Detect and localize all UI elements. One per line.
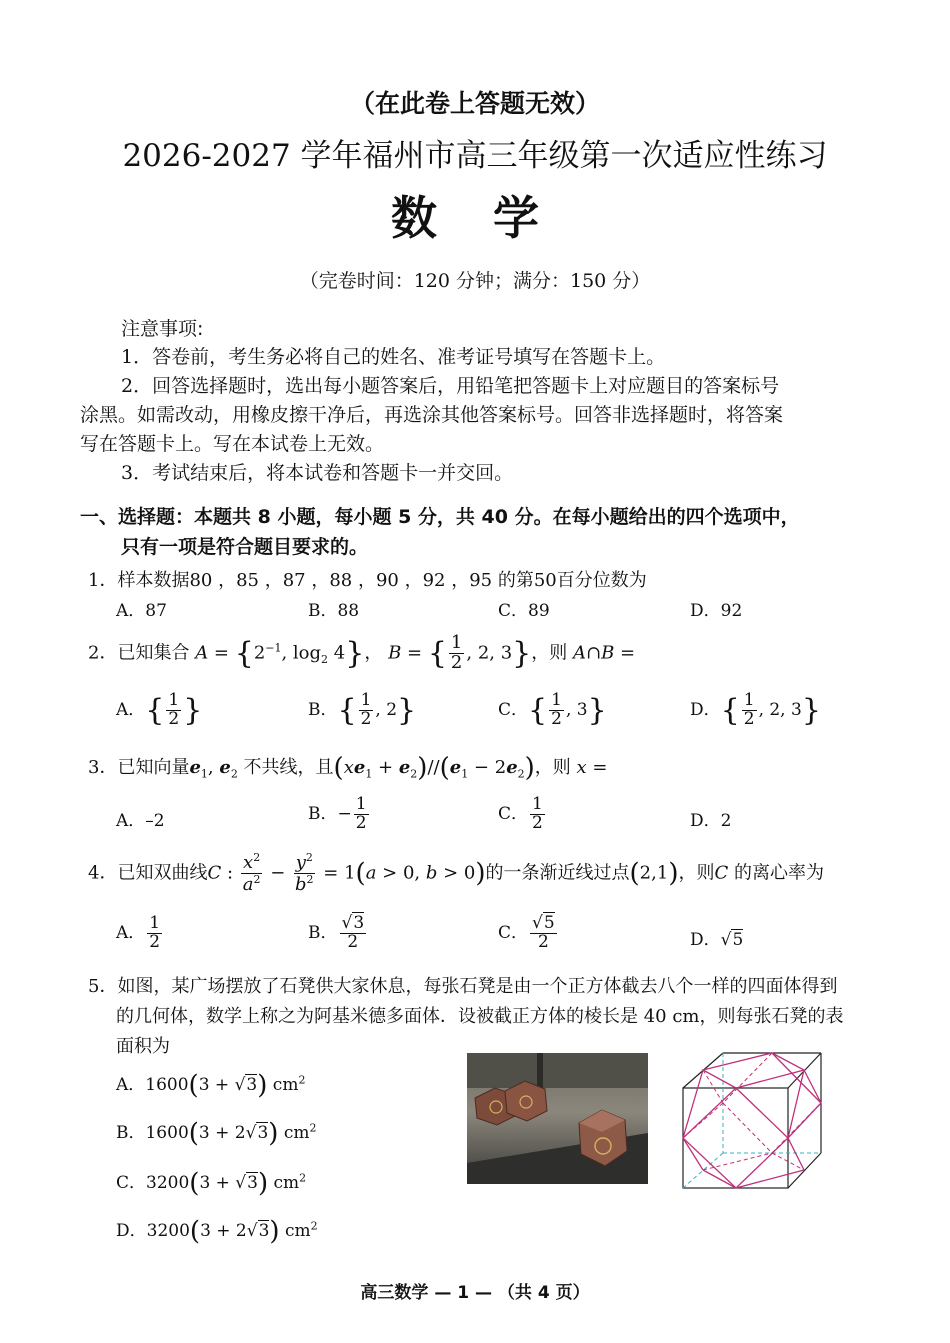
q5-option-c: C．3200(3 + √3) $cm^2$ (116, 1168, 307, 1199)
q3-option-b: B．− $\frac{1}{2}$ (308, 794, 367, 833)
question-4-stem: 4．已知双曲线C : $\frac{x^2}{a^2}$ − $\frac{y^2}{b^2}$ = 1(a > 0, b > 0)的一条渐近线过点(2,1)，则C 的离心率为 (88, 851, 824, 895)
question-1-stem: 1．样本数据80 ，85 ，87 ，88 ，90 ，92 ，95 的第50百分位数为 (88, 570, 647, 591)
q4-option-b: B． $\frac{√3}{2}$ (308, 913, 365, 952)
q2-option-b: B．{ $\frac{1}{2}$ , 2} (308, 690, 417, 729)
q3-option-a: A．–2 (116, 811, 165, 831)
q1-option-a: A．87 (116, 601, 167, 621)
subject-title: 数 学 (390, 191, 559, 245)
q3-option-d: D．2 (690, 811, 732, 831)
notice-item-2: 2．回答选择题时，选出每小题答案后，用铅笔把答题卡上对应题目的答案标号 (121, 375, 780, 397)
q5-option-b: B．1600(3 + 2√3) $cm^2$ (116, 1118, 317, 1149)
q1-option-d: D．92 (690, 601, 743, 621)
notice-item-3: 3．考试结束后，将本试卷和答题卡一并交回。 (121, 462, 514, 484)
stone-stools-photo (467, 1053, 648, 1184)
q2-option-d: D．{ $\frac{1}{2}$ , 2, 3} (690, 690, 821, 729)
section-heading-cont: 只有一项是符合题目要求的。 (121, 536, 369, 558)
notice-item-2-cont2: 写在答题卡上。写在本试卷上无效。 (80, 433, 385, 455)
question-5-line-3: 面积为 (116, 1036, 170, 1057)
q5-option-d: D．3200(3 + 2√3) $cm^2$ (116, 1216, 318, 1247)
q5-option-a: A．1600(3 + √3) $cm^2$ (116, 1070, 306, 1101)
question-5-line-1: 5．如图，某广场摆放了石凳供大家休息，每张石凳是由一个正方体截去八个一样的四面体得到 (88, 976, 838, 997)
page-footer: 高三数学 — 1 — （共 4 页） (360, 1283, 590, 1303)
question-2-stem: 2．已知集合 $A = \{2^{-1}$, $\log_2 4$}， B = { $\frac{1}{2}$ , 2, 3}，则 A∩B = (88, 632, 636, 673)
exam-title: 2026-2027 学年福州市高三年级第一次适应性练习 (122, 138, 828, 174)
notice-item-2-cont: 涂黑。如需改动，用橡皮擦干净后，再选涂其他答案标号。回答非选择题时，将答案 (80, 404, 784, 426)
q1-option-b: B．88 (308, 601, 360, 621)
q2-option-a: A．{ $\frac{1}{2}$ } (116, 690, 203, 729)
invalid-note: （在此卷上答题无效） (349, 89, 600, 118)
question-3-stem: 3．已知向量$e_1$, $e_2$ 不共线，且$(xe_1 + e_2)//(e_1 - 2e_2)$，则 x = (88, 753, 608, 783)
q4-option-c: C． $\frac{√5}{2}$ (498, 913, 555, 952)
section-heading: 一、选择题：本题共 8 小题，每小题 5 分，共 40 分。在每小题给出的四个选项中， (80, 506, 800, 528)
question-5-line-2: 的几何体，数学上称之为阿基米德多面体．设被截正方体的棱长是 40 cm，则每张石凳的表 (116, 1006, 844, 1027)
cuboctahedron-diagram (676, 1048, 826, 1193)
q3-option-c: C． $\frac{1}{2}$ (498, 794, 543, 833)
q4-option-d: D．√5 (690, 930, 744, 950)
notice-item-1: 1．答卷前，考生务必将自己的姓名、准考证号填写在答题卡上。 (121, 346, 666, 368)
notice-title: 注意事项: (121, 318, 204, 340)
q2-option-c: C．{ $\frac{1}{2}$ , 3} (498, 690, 607, 729)
time-info: （完卷时间：120 分钟；满分：150 分） (299, 270, 651, 292)
q1-option-c: C．89 (498, 601, 550, 621)
q4-option-a: A． $\frac{1}{2}$ (116, 913, 161, 952)
